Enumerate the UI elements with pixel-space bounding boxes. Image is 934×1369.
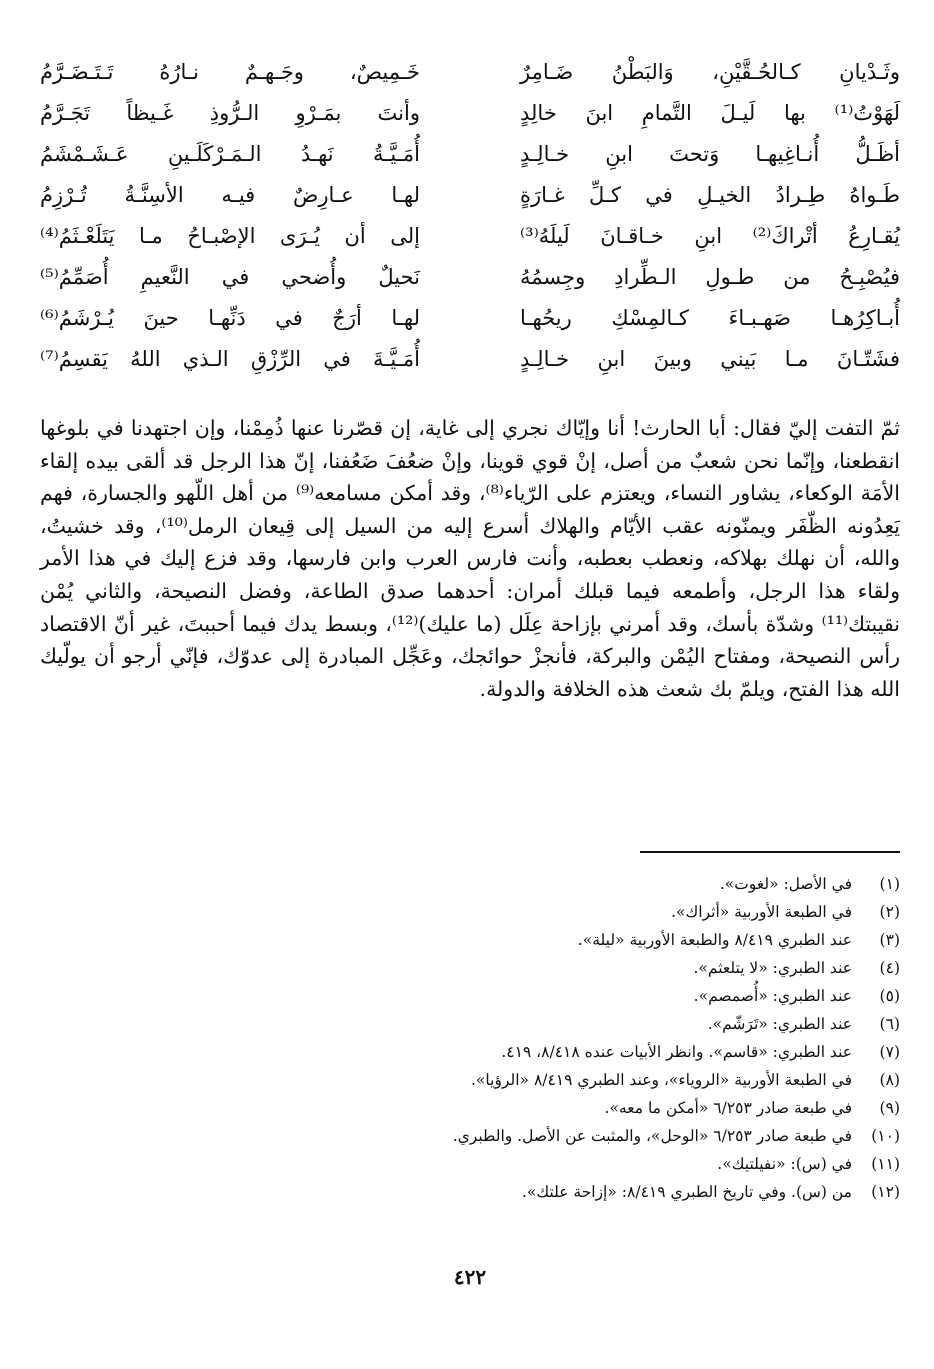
footnote bbox=[40, 1068, 900, 1096]
verse-first-hemistich: فشَتّـانَ مـا بَيني وبينَ ابنِ خـالِـدٍ bbox=[520, 347, 900, 371]
footnote-number: (٣) bbox=[879, 931, 900, 949]
verse-second-hemistich: أُمَـيَّـةَ في الرِّزْقِ الـذي اللهُ يَقسِمُ⁽⁷⁾ bbox=[40, 347, 420, 371]
verse-5 bbox=[40, 224, 900, 264]
verse-6 bbox=[40, 265, 900, 305]
footnote-text: عند الطبري: «قاسم». وانظر الأبيات عنده ٨/٤١٨، ٤١٩. bbox=[501, 1043, 852, 1061]
footnote bbox=[40, 1012, 900, 1040]
footnote bbox=[40, 984, 900, 1012]
footnote-text: من (س). وفي تاريخ الطبري ٨/٤١٩: «إزاحة علتك». bbox=[521, 1183, 852, 1201]
verse-second-hemistich: نَحيلٌ وأُضحي في النَّعيمِ أُصَمِّمُ⁽⁵⁾ bbox=[40, 265, 420, 289]
footnote bbox=[40, 956, 900, 984]
verse-first-hemistich: فيُصْبِـحُ من طـولِ الـطِّرادِ وجِسمُهُ bbox=[520, 265, 900, 289]
footnotes bbox=[40, 872, 900, 1208]
footnote-number: (٩) bbox=[879, 1099, 900, 1117]
verse-4 bbox=[40, 183, 900, 223]
footnote-text: في الطبعة الأوربية «الروياء»، وعند الطبري ٨/٤١٩ «الرؤيا». bbox=[471, 1071, 852, 1089]
footnote-number: (٢) bbox=[879, 903, 900, 921]
footnote-number: (١) bbox=[879, 875, 900, 893]
verse-second-hemistich: أُمَـيَّـةُ نَهـدُ الـمَـرْكَلَـينِ عَـشَـمْشَمُ bbox=[40, 142, 420, 166]
footnote-number: (١١) bbox=[871, 1155, 900, 1173]
footnote-text: في الطبعة الأوربية «أثراك». bbox=[671, 903, 852, 921]
footnote bbox=[40, 1096, 900, 1124]
footnote bbox=[40, 1152, 900, 1180]
verse-7 bbox=[40, 306, 900, 346]
verse-first-hemistich: أظَـلُّ أُنـاغِيهـا وَتحتَ ابنِ خـالِـدٍ bbox=[520, 142, 900, 166]
footnote-text: في طبعة صادر ٦/٢٥٣ «أمكن ما معه». bbox=[604, 1099, 852, 1117]
footnote bbox=[40, 872, 900, 900]
footnote bbox=[40, 1124, 900, 1152]
footnote-text: عند الطبري ٨/٤١٩ والطبعة الأوربية «ليلة». bbox=[577, 931, 852, 949]
verse-first-hemistich: وثَـدْيانِ كـالحُـقَّيْنِ، وَالبَطْنُ ضَـامِرٌ bbox=[520, 60, 900, 84]
verse-second-hemistich: خَـمِيصٌ، وجَـهـمٌ نـارُهُ تَـتَـضَـرَّمُ bbox=[40, 60, 420, 84]
footnote-text: في طبعة صادر ٦/٢٥٣ «الوحل»، والمثبت عن الأصل. والطبري. bbox=[452, 1127, 852, 1145]
verse-8 bbox=[40, 347, 900, 387]
verse-first-hemistich: لَهَوْتُ⁽¹⁾ بها لَيـلَ التَّمامِ ابنَ خالِدٍ bbox=[520, 101, 900, 125]
footnote-separator bbox=[640, 851, 900, 853]
footnote bbox=[40, 1040, 900, 1068]
footnote bbox=[40, 928, 900, 956]
footnote-number: (٧) bbox=[879, 1043, 900, 1061]
book-page bbox=[40, 60, 900, 1289]
verse-1 bbox=[40, 60, 900, 100]
footnote-number: (٥) bbox=[879, 987, 900, 1005]
footnote-number: (٨) bbox=[879, 1071, 900, 1089]
verse-first-hemistich: يُقـارِعُ أتْراكَ⁽²⁾ ابنِ خـاقـانَ لَيلَهُ⁽³⁾ bbox=[520, 224, 900, 248]
footnote-text: عند الطبري: «أُصمصم». bbox=[693, 987, 852, 1005]
footnote bbox=[40, 900, 900, 928]
footnote-text: في (س): «نفيلتيك». bbox=[717, 1155, 852, 1173]
footnote bbox=[40, 1180, 900, 1208]
page-number: ٤٢٢ bbox=[453, 1265, 487, 1289]
verse-second-hemistich: لهـا عـارِضٌ فيـه الأسِنَّـةُ تُـرْزِمُ bbox=[40, 183, 420, 207]
footnote-number: (٤) bbox=[879, 959, 900, 977]
verse-second-hemistich: لهـا أرَجٌ في دَنِّهـا حينَ يُـرْشَمُ⁽⁶⁾ bbox=[40, 306, 420, 330]
verse-second-hemistich: إلى أن يُـرَى الإصْبـاحُ مـا يَتَلَعْـثَمُ⁽⁴⁾ bbox=[40, 224, 420, 248]
footnote-text: عند الطبري: «تَرَشّم». bbox=[707, 1015, 852, 1033]
prose-paragraph: ثمّ التفت إليّ فقال: أبا الحارث! أنا وإيّاك نجري إلى غاية، إن قصّرنا عنها ذُمِمْنا، وإن اجتهدنا في بلوغها انقطعنا، وإنّما نحن شعبٌ من أصل، إنْ قوي قوينا، وإنْ ضعُفَ ضَعُفنا، إنّ هذا الرجل قد ألقى بيده إلقاء الأمَة الوكعاء، يشاور النساء، ويعتزم على الرّياء⁽⁸⁾، وقد أمكن مسامعه⁽⁹⁾ من أهل اللّهو والجسارة، فهم يَعِدُونه الظّفَر ويمنّونه عقب الأيّام والهلاك أسرع إليه من السيل إلى قِيعان الرمل⁽¹⁰⁾، وقد خشيتُ، والله، أن نهلك بهلاكه، ونعطب بعطبه، وأنت فارس العرب وابن فارسها، وقد فزع إليك في هذا الأمر ولقاء هذا الرجل، وأطمعه فيما قبلك أمران: أحدهما صدق الطاعة، وفضل النصيحة، والثاني يُمْن نقيبتك⁽¹¹⁾ وشدّة بأسك، وقد أمرني بإزاحة عِلَل (ما عليك)⁽¹²⁾، وبسط يدك فيما أحببتَ، غير أنّ الاقتصاد رأس النصيحة، ومفتاح اليُمْن والبركة، فأنجزْ حوائجك، وعَجِّل المبادرة إلى عدوّك، فإنّي أرجو أن يولّيك الله هذا الفتح، ويلمّ بك شعث هذه الخلافة والدولة. bbox=[40, 416, 900, 701]
footnote-text: في الأصل: «لغوت». bbox=[719, 875, 852, 893]
footnote-text: عند الطبري: «لا يتلعثم». bbox=[693, 959, 852, 977]
footnote-number: (٦) bbox=[879, 1015, 900, 1033]
footnote-number: (١٢) bbox=[871, 1183, 900, 1201]
verse-3 bbox=[40, 142, 900, 182]
verse-2 bbox=[40, 101, 900, 141]
verse-first-hemistich: أُبـاكِرُهـا صَهـبـاءَ كـالمِسْكِ ريحُهـا bbox=[520, 306, 900, 330]
poem bbox=[40, 60, 900, 400]
footnote-number: (١٠) bbox=[871, 1127, 900, 1145]
verse-second-hemistich: وأنتَ بمَـرْوِ الـرُّوذِ غَـيظاً تَجَـرَّمُ bbox=[40, 101, 420, 125]
verse-first-hemistich: طَـواهُ طِـرادُ الخيـلِ في كـلِّ غـارَةٍ bbox=[520, 183, 900, 207]
